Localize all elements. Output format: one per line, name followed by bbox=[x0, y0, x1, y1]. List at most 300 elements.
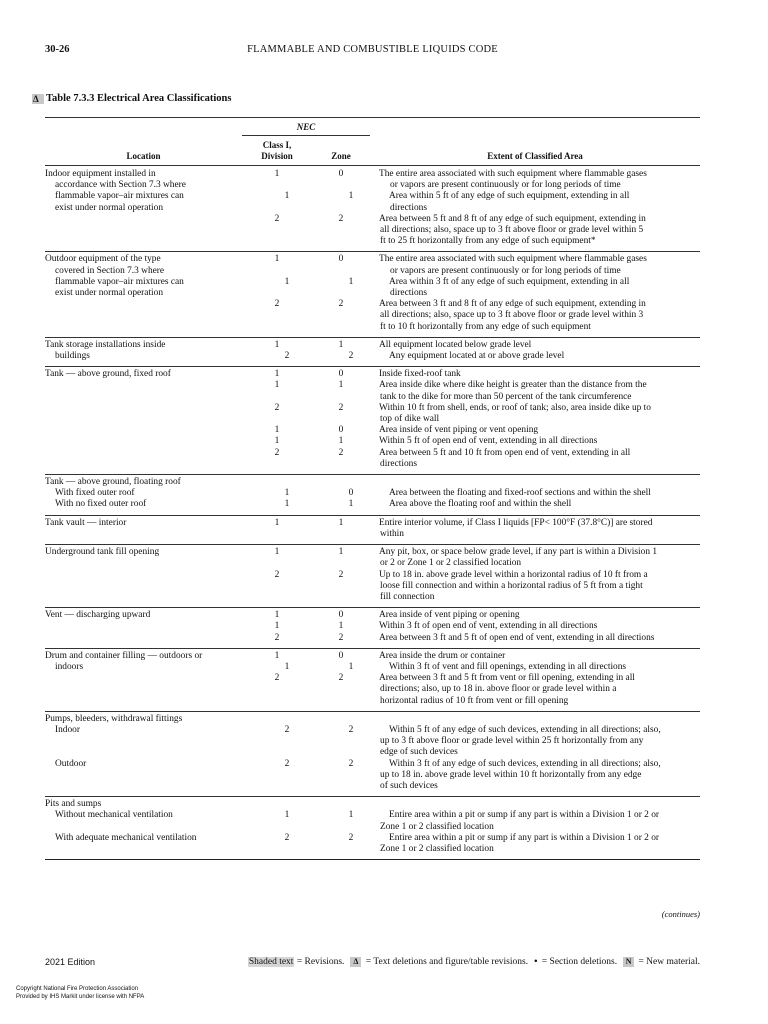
extent-cell: top of dike wall bbox=[380, 414, 440, 425]
zone-cell: 2 bbox=[338, 447, 344, 458]
nec-rule bbox=[242, 135, 370, 136]
table-row bbox=[45, 277, 700, 288]
location-cell bbox=[45, 673, 242, 684]
division-cell bbox=[252, 203, 322, 214]
license-line: Provided by IHS Markit under license with NFPA bbox=[16, 994, 145, 1000]
location-cell bbox=[45, 781, 242, 792]
location-cell: Tank vault — interior bbox=[45, 517, 127, 528]
extent-cell: Area inside dike where dike height is greater than the distance from the bbox=[379, 380, 647, 391]
table-row bbox=[45, 288, 700, 299]
location-cell bbox=[45, 570, 242, 581]
table-row bbox=[45, 340, 700, 351]
extent-cell bbox=[370, 714, 700, 725]
location-cell bbox=[45, 225, 242, 236]
table-row bbox=[45, 592, 700, 603]
division-cell bbox=[242, 581, 312, 592]
table-row bbox=[45, 310, 700, 321]
extent-cell: edge of such devices bbox=[380, 747, 458, 758]
extent-cell: Area inside of vent piping or vent opening bbox=[379, 425, 539, 436]
zone-cell: 0 bbox=[338, 369, 344, 380]
table-body bbox=[45, 167, 700, 860]
location-cell bbox=[45, 581, 242, 592]
location-cell: buildings bbox=[55, 351, 90, 362]
table-row bbox=[45, 403, 700, 414]
table-row bbox=[45, 499, 700, 510]
location-cell bbox=[45, 770, 242, 781]
extent-cell: ft to 25 ft horizontally from any edge of such equipment* bbox=[380, 236, 596, 247]
table-row bbox=[45, 180, 700, 191]
location-cell: Pumps, bleeders, withdrawal fittings bbox=[45, 713, 183, 724]
location-cell bbox=[45, 299, 242, 310]
legend-shaded-text: Shaded text bbox=[248, 957, 294, 967]
extent-cell: up to 18 in. above grade level within 10 ft horizontally from any edge bbox=[380, 769, 642, 780]
extent-cell: Up to 18 in. above grade level within a horizontal radius of 10 ft from a bbox=[379, 569, 648, 580]
copyright-line: Copyright National Fire Protection Association bbox=[16, 986, 139, 992]
location-cell bbox=[45, 844, 242, 855]
extent-cell: Area inside of vent piping or opening bbox=[379, 610, 520, 621]
extent-cell: fill connection bbox=[380, 591, 435, 602]
division-cell: 1 bbox=[274, 610, 280, 621]
bullet-icon: • bbox=[534, 957, 538, 967]
zone-cell bbox=[312, 844, 370, 855]
division-cell: 1 bbox=[284, 661, 290, 672]
table-row bbox=[45, 651, 700, 662]
table-row bbox=[45, 781, 700, 792]
zone-cell: 0 bbox=[338, 425, 344, 436]
zone-cell bbox=[312, 477, 370, 488]
division-cell: 2 bbox=[274, 402, 280, 413]
location-cell: Pits and sumps bbox=[45, 799, 102, 810]
zone-cell: 2 bbox=[338, 632, 344, 643]
legend-new-desc: = New material. bbox=[636, 957, 700, 967]
division-cell: 2 bbox=[284, 351, 290, 362]
zone-cell bbox=[312, 310, 370, 321]
table-row bbox=[45, 799, 700, 810]
table-row bbox=[45, 684, 700, 695]
division-cell: 1 bbox=[274, 380, 280, 391]
division-cell bbox=[242, 225, 312, 236]
extent-cell: Within 5 ft of open end of vent, extending in all directions bbox=[379, 436, 598, 447]
table-row bbox=[45, 203, 700, 214]
location-cell: accordance with Section 7.3 where bbox=[55, 180, 186, 191]
extent-cell: Area above the floating roof and within the shell bbox=[389, 499, 572, 510]
table-row bbox=[45, 696, 700, 707]
extent-cell: Within 5 ft of any edge of such devices, extending in all directions; also, bbox=[389, 724, 661, 735]
extent-cell: Entire area within a pit or sump if any part is within a Division 1 or 2 or bbox=[389, 832, 659, 843]
location-cell bbox=[45, 736, 242, 747]
zone-cell: 0 bbox=[338, 254, 344, 265]
extent-cell: directions bbox=[390, 288, 427, 299]
division-cell: 1 bbox=[284, 191, 290, 202]
extent-cell bbox=[370, 799, 700, 810]
zone-cell bbox=[322, 180, 380, 191]
division-cell bbox=[242, 592, 312, 603]
table-row bbox=[45, 392, 700, 403]
extent-cell: Area between 5 ft and 8 ft of any edge of such equipment, extending in bbox=[379, 213, 646, 224]
zone-column-header: Zone bbox=[331, 151, 351, 161]
extent-cell: Within 3 ft of vent and fill openings, extending in all directions bbox=[389, 661, 627, 672]
zone-cell: 2 bbox=[348, 724, 354, 735]
extent-cell: tank to the dike for more than 50 percent of the tank circumference bbox=[380, 391, 632, 402]
extent-cell: Zone 1 or 2 classified location bbox=[380, 821, 494, 832]
table-row-group bbox=[45, 475, 700, 516]
zone-cell: 2 bbox=[338, 569, 344, 580]
table-row bbox=[45, 673, 700, 684]
extent-cell: directions; also, up to 18 in. above floor or grade level within a bbox=[380, 684, 617, 695]
location-cell bbox=[45, 459, 242, 470]
zone-cell bbox=[312, 714, 370, 725]
table-row-group bbox=[45, 252, 700, 337]
extent-cell: Within 3 ft of open end of vent, extending in all directions bbox=[379, 621, 598, 632]
table-row bbox=[45, 822, 700, 833]
division-cell: 1 bbox=[284, 276, 290, 287]
division-cell bbox=[252, 266, 322, 277]
table-row bbox=[45, 266, 700, 277]
table-row bbox=[45, 714, 700, 725]
table-row bbox=[45, 425, 700, 436]
location-cell bbox=[45, 747, 242, 758]
division-cell bbox=[242, 477, 312, 488]
zone-cell bbox=[322, 203, 380, 214]
extent-cell: loose fill connection and within a horizontal radius of 5 ft from a tight bbox=[380, 580, 643, 591]
zone-cell: 2 bbox=[338, 299, 344, 310]
division-cell: 1 bbox=[284, 488, 290, 499]
location-cell: Underground tank fill opening bbox=[45, 547, 160, 558]
division-cell bbox=[242, 714, 312, 725]
zone-cell bbox=[312, 459, 370, 470]
table-row bbox=[45, 299, 700, 310]
location-cell: indoors bbox=[55, 661, 84, 672]
location-column-header: Location bbox=[126, 151, 161, 161]
legend-dot-desc: = Section deletions. bbox=[539, 957, 618, 967]
division-cell: 1 bbox=[274, 436, 280, 447]
legend-delta-desc: = Text deletions and figure/table revisions. bbox=[363, 957, 529, 967]
location-cell: Outdoor equipment of the type bbox=[45, 254, 161, 265]
division-cell: 2 bbox=[284, 724, 290, 735]
table-row bbox=[45, 225, 700, 236]
extent-cell: Area between 3 ft and 5 ft from vent or fill opening, extending in all bbox=[379, 673, 635, 684]
division-cell bbox=[242, 392, 312, 403]
table-title bbox=[32, 93, 232, 104]
edition-label: 2021 Edition bbox=[45, 957, 96, 967]
division-cell bbox=[242, 236, 312, 247]
location-cell bbox=[45, 436, 242, 447]
table-row bbox=[45, 770, 700, 781]
division-cell: 1 bbox=[274, 169, 280, 179]
location-cell bbox=[45, 592, 242, 603]
extent-cell: Any pit, box, or space below grade level, if any part is within a Division 1 bbox=[379, 547, 658, 558]
division-cell bbox=[242, 459, 312, 470]
location-cell: Outdoor bbox=[55, 758, 87, 769]
zone-cell: 1 bbox=[338, 547, 344, 558]
division-cell bbox=[242, 844, 312, 855]
zone-cell: 1 bbox=[338, 339, 344, 350]
zone-cell: 2 bbox=[338, 213, 344, 224]
table-row bbox=[45, 518, 700, 529]
extent-cell: Area between 5 ft and 10 ft from open end of vent, extending in all bbox=[379, 447, 631, 458]
table-row-group bbox=[45, 712, 700, 797]
table-row bbox=[45, 488, 700, 499]
division-cell: 2 bbox=[274, 632, 280, 643]
division-cell: 2 bbox=[274, 299, 280, 310]
zone-cell bbox=[312, 736, 370, 747]
division-cell: 2 bbox=[284, 758, 290, 769]
division-cell bbox=[242, 414, 312, 425]
delta-icon: Δ bbox=[350, 957, 361, 967]
table-row-group bbox=[45, 338, 700, 367]
extent-cell: ft to 10 ft horizontally from any edge of such equipment bbox=[380, 321, 591, 332]
zone-cell bbox=[312, 799, 370, 810]
running-header bbox=[45, 44, 700, 58]
zone-cell: 2 bbox=[338, 402, 344, 413]
zone-cell: 1 bbox=[348, 499, 354, 510]
extent-cell: of such devices bbox=[380, 780, 438, 791]
location-cell: Vent — discharging upward bbox=[45, 610, 151, 621]
table-row bbox=[45, 380, 700, 391]
table-top-rule bbox=[45, 117, 700, 118]
zone-cell: 2 bbox=[348, 351, 354, 362]
zone-cell bbox=[312, 392, 370, 403]
division-cell bbox=[242, 799, 312, 810]
table-row-group bbox=[45, 545, 700, 608]
location-cell bbox=[45, 322, 242, 333]
location-cell bbox=[45, 822, 242, 833]
location-cell bbox=[45, 392, 242, 403]
division-cell: 1 bbox=[274, 369, 280, 380]
location-cell bbox=[45, 448, 242, 459]
table-row-group bbox=[45, 608, 700, 649]
extent-cell: or 2 or Zone 1 or 2 classified location bbox=[380, 558, 522, 569]
location-cell bbox=[45, 236, 242, 247]
extent-cell: up to 3 ft above floor or grade level within 25 ft horizontally from any bbox=[380, 736, 644, 747]
zone-cell bbox=[312, 781, 370, 792]
table-row bbox=[45, 570, 700, 581]
division-cell: 1 bbox=[274, 254, 280, 265]
zone-cell: 0 bbox=[348, 488, 354, 499]
location-cell: exist under normal operation bbox=[55, 202, 164, 213]
zone-cell bbox=[312, 822, 370, 833]
extent-cell: The entire area associated with such equipment where flammable gases bbox=[379, 254, 647, 265]
table-row bbox=[45, 351, 700, 362]
extent-cell: All equipment located below grade level bbox=[379, 339, 532, 350]
legend-shaded-desc: = Revisions. bbox=[294, 957, 345, 967]
division-cell bbox=[242, 696, 312, 707]
table-row bbox=[45, 369, 700, 380]
extent-cell: directions bbox=[380, 458, 417, 469]
zone-cell bbox=[312, 529, 370, 540]
division-cell bbox=[242, 770, 312, 781]
division-cell: 1 bbox=[284, 499, 290, 510]
division-cell: 2 bbox=[274, 569, 280, 580]
extent-cell: Entire interior volume, if Class I liquids [FP< 100°F (37.8°C)] are stored bbox=[379, 517, 653, 528]
zone-cell bbox=[312, 770, 370, 781]
division-cell bbox=[242, 529, 312, 540]
location-cell bbox=[45, 529, 242, 540]
extent-cell: Inside fixed-roof tank bbox=[379, 369, 461, 380]
table-row bbox=[45, 529, 700, 540]
table-row bbox=[45, 759, 700, 770]
extent-cell: Any equipment located at or above grade level bbox=[389, 351, 565, 362]
extent-cell: horizontal radius of 10 ft from vent or fill opening bbox=[380, 695, 569, 706]
header-rule bbox=[45, 165, 700, 166]
extent-cell: all directions; also, space up to 3 ft above floor or grade level within 5 bbox=[380, 225, 644, 236]
division-cell bbox=[242, 310, 312, 321]
delta-revision-icon: Δ bbox=[32, 94, 44, 104]
division-cell bbox=[242, 781, 312, 792]
zone-cell bbox=[312, 236, 370, 247]
location-cell bbox=[45, 696, 242, 707]
zone-cell: 2 bbox=[348, 758, 354, 769]
extent-cell: Area between the floating and fixed-roof sections and within the shell bbox=[389, 488, 651, 499]
location-cell bbox=[45, 621, 242, 632]
zone-cell bbox=[312, 225, 370, 236]
continues-note: (continues) bbox=[661, 909, 700, 919]
table-row bbox=[45, 236, 700, 247]
division-cell: 1 bbox=[274, 517, 280, 528]
table-row bbox=[45, 725, 700, 736]
extent-cell: or vapors are present continuously or for long periods of time bbox=[390, 265, 621, 276]
division-cell bbox=[242, 747, 312, 758]
division-cell: 1 bbox=[274, 650, 280, 661]
location-cell bbox=[45, 403, 242, 414]
division-cell: 2 bbox=[274, 673, 280, 684]
location-cell: Indoor bbox=[55, 724, 80, 735]
table-row bbox=[45, 459, 700, 470]
extent-cell: Entire area within a pit or sump if any part is within a Division 1 or 2 or bbox=[389, 810, 659, 821]
division-column-header: Class I, Division bbox=[261, 140, 293, 161]
division-cell bbox=[242, 822, 312, 833]
extent-cell bbox=[370, 477, 700, 488]
division-cell: 2 bbox=[274, 213, 280, 224]
table-row bbox=[45, 322, 700, 333]
extent-cell: within bbox=[380, 528, 404, 539]
table-row bbox=[45, 558, 700, 569]
zone-cell: 0 bbox=[338, 610, 344, 621]
table-row bbox=[45, 436, 700, 447]
location-cell bbox=[45, 214, 242, 225]
table-row bbox=[45, 633, 700, 644]
zone-cell: 1 bbox=[348, 661, 354, 672]
table-row bbox=[45, 254, 700, 265]
location-cell bbox=[45, 380, 242, 391]
division-cell: 1 bbox=[274, 621, 280, 632]
zone-cell: 0 bbox=[338, 650, 344, 661]
division-cell bbox=[242, 736, 312, 747]
table-row bbox=[45, 169, 700, 180]
zone-cell: 2 bbox=[338, 673, 344, 684]
extent-cell: all directions; also, space up to 3 ft above floor or grade level within 3 bbox=[380, 310, 644, 321]
location-cell: flammable vapor–air mixtures can bbox=[55, 276, 184, 287]
table-row bbox=[45, 810, 700, 821]
extent-cell: or vapors are present continuously or for long periods of time bbox=[390, 180, 621, 191]
table-row bbox=[45, 414, 700, 425]
division-cell bbox=[252, 180, 322, 191]
zone-cell: 1 bbox=[348, 276, 354, 287]
location-cell: Tank — above ground, fixed roof bbox=[45, 369, 171, 380]
table-row bbox=[45, 581, 700, 592]
table-row bbox=[45, 448, 700, 459]
table-row-group bbox=[45, 797, 700, 860]
table-row bbox=[45, 214, 700, 225]
division-cell: 2 bbox=[284, 832, 290, 843]
zone-cell bbox=[322, 288, 380, 299]
zone-cell: 1 bbox=[338, 380, 344, 391]
location-cell bbox=[45, 425, 242, 436]
zone-cell bbox=[312, 322, 370, 333]
extent-cell: Within 10 ft from shell, ends, or roof of tank; also, area inside dike up to bbox=[379, 402, 651, 413]
extent-cell: Within 3 ft of any edge of such devices, extending in all directions; also, bbox=[389, 758, 661, 769]
copyright-notice bbox=[16, 985, 144, 1001]
extent-column-header: Extent of Classified Area bbox=[487, 151, 583, 161]
location-cell bbox=[45, 633, 242, 644]
running-title: FLAMMABLE AND COMBUSTIBLE LIQUIDS CODE bbox=[247, 44, 498, 55]
zone-cell bbox=[312, 696, 370, 707]
zone-cell bbox=[312, 684, 370, 695]
table-row-group bbox=[45, 367, 700, 475]
revision-legend bbox=[248, 957, 700, 967]
location-cell: flammable vapor–air mixtures can bbox=[55, 191, 184, 202]
zone-cell: 1 bbox=[338, 436, 344, 447]
zone-cell bbox=[312, 414, 370, 425]
extent-cell: Area between 3 ft and 5 ft of open end of vent, extending in all directions bbox=[379, 632, 655, 643]
zone-cell: 1 bbox=[348, 191, 354, 202]
new-material-icon: N bbox=[623, 957, 634, 967]
zone-cell bbox=[322, 266, 380, 277]
location-cell: Drum and container filling — outdoors or bbox=[45, 650, 203, 661]
location-cell: Tank — above ground, floating roof bbox=[45, 477, 181, 488]
location-cell bbox=[45, 310, 242, 321]
zone-cell: 1 bbox=[348, 810, 354, 821]
table-row bbox=[45, 736, 700, 747]
table-row bbox=[45, 547, 700, 558]
zone-cell bbox=[312, 747, 370, 758]
zone-cell: 2 bbox=[348, 832, 354, 843]
division-cell: 1 bbox=[274, 425, 280, 436]
table-title-text: Table 7.3.3 Electrical Area Classifications bbox=[46, 93, 232, 104]
extent-cell: Area inside the drum or container bbox=[379, 650, 506, 661]
table-row-group bbox=[45, 516, 700, 545]
table-row bbox=[45, 833, 700, 844]
table-row bbox=[45, 747, 700, 758]
location-cell bbox=[45, 684, 242, 695]
extent-cell: Zone 1 or 2 classified location bbox=[380, 843, 494, 854]
extent-cell: Area within 5 ft of any edge of such equipment, extending in all bbox=[389, 191, 630, 202]
table-row-group bbox=[45, 649, 700, 712]
division-cell: 1 bbox=[274, 547, 280, 558]
location-cell bbox=[45, 558, 242, 569]
zone-cell bbox=[312, 592, 370, 603]
table-row bbox=[45, 844, 700, 855]
division-cell: 1 bbox=[284, 810, 290, 821]
table-row-group bbox=[45, 167, 700, 252]
location-cell: With no fixed outer roof bbox=[55, 499, 147, 510]
table-row bbox=[45, 621, 700, 632]
division-cell bbox=[242, 322, 312, 333]
table-row bbox=[45, 662, 700, 673]
extent-cell: Area between 3 ft and 8 ft of any edge of such equipment, extending in bbox=[379, 299, 646, 310]
zone-cell bbox=[312, 558, 370, 569]
location-cell: Indoor equipment installed in bbox=[45, 169, 156, 179]
location-cell: With fixed outer roof bbox=[55, 488, 135, 499]
table-row bbox=[45, 191, 700, 202]
location-cell bbox=[45, 414, 242, 425]
division-cell: 2 bbox=[274, 447, 280, 458]
location-cell: Without mechanical ventilation bbox=[55, 810, 173, 821]
zone-cell: 1 bbox=[338, 517, 344, 528]
zone-cell: 1 bbox=[338, 621, 344, 632]
extent-cell: The entire area associated with such equipment where flammable gases bbox=[379, 169, 647, 179]
location-cell: exist under normal operation bbox=[55, 288, 164, 299]
